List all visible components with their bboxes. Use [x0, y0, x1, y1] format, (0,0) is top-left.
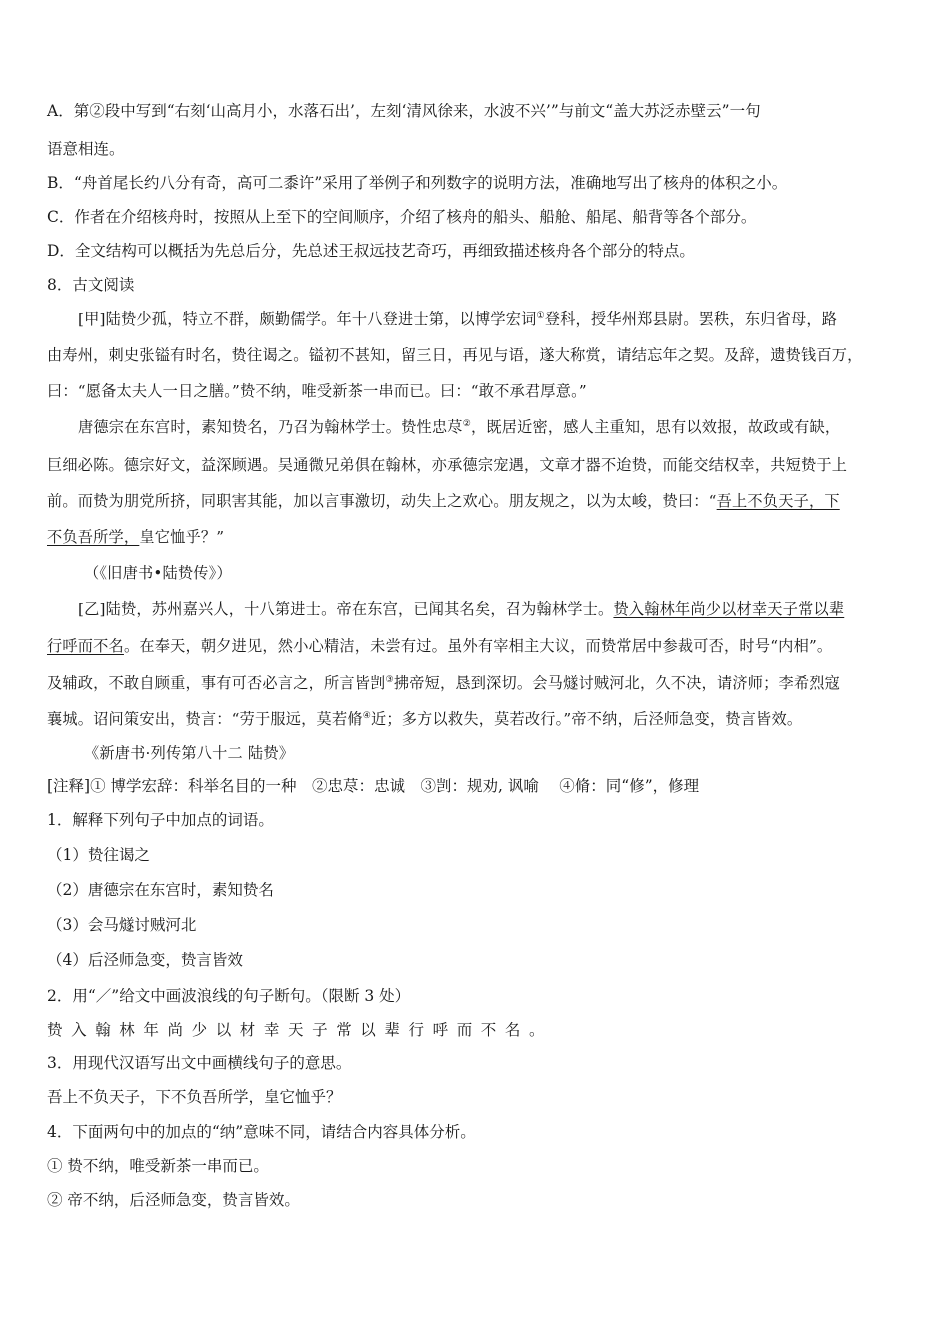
option-b: B．“舟首尾长约八分有奇，高可二黍许”采用了举例子和列数字的说明方法，准确地写出了核舟的体积之小。 [47, 174, 788, 192]
jia-p2-line3-a: 前。而贽为朋党所挤，同职害其能，加以言事激切，动失上之欢心。朋友规之，以为太峻，贽曰：“ [47, 492, 717, 510]
question-1-item-1: （1）贽往谒之 [47, 846, 150, 864]
question-4-item-1: ① 贽不纳，唯受新茶一串而已。 [47, 1157, 269, 1175]
question-4-item-2: ② 帝不纳，后泾师急变，贽言皆效。 [47, 1191, 300, 1209]
question-1-item-4: （4）后泾师急变，贽言皆效 [47, 951, 243, 969]
question-1-item-3: （3）会马燧讨贼河北 [47, 916, 197, 934]
question-3: 3．用现代汉语写出文中画横线句子的意思。 [47, 1054, 352, 1072]
yi-line1-a: [乙]陆贽，苏州嘉兴人，十八第进士。帝在东宫，已闻其名矣，召为翰林学士。 [78, 600, 614, 618]
annotation-notes: [注释]① 博学宏辞：科举名目的一种 ②忠荩：忠诚 ③剀：规劝, 讽喻 ④脩：同“修”，修理 [47, 777, 700, 795]
yi-line3-a: 及辅政，不敢自顾重，事有可否必言之，所言皆剀 [47, 674, 386, 692]
note-ref-1: ① [536, 310, 545, 321]
question-1-item-2: （2）唐德宗在东宫时，素知贽名 [47, 881, 274, 899]
section-heading: 8．古文阅读 [47, 276, 135, 294]
jia-p1-line1-b: 登科，授华州郑县尉。罢秩，东归省母，路 [544, 310, 838, 328]
option-d: D．全文结构可以概括为先总后分，先总述王叔远技艺奇巧，再细致描述核舟各个部分的特点。 [47, 242, 695, 260]
question-2: 2．用“／”给文中画波浪线的句子断句。（限断 3 处） [47, 987, 411, 1005]
option-a-line2: 语意相连。 [47, 140, 125, 158]
jia-p2-line4-b: 皇它恤乎？” [139, 528, 225, 546]
yi-line4-b: 近；多方以救失，莫若改行。”帝不纳，后泾师急变，贽言皆效。 [371, 710, 803, 728]
note-ref-2: ② [462, 418, 471, 429]
jia-p1-line2: 由寿州，刺史张镒有时名，贽往谒之。镒初不甚知，留三日，再见与语，遂大称赏，请结忘年之契。及辞，遗贽钱百万， [47, 346, 863, 364]
jia-p2-line4 [47, 527, 224, 547]
yi-line4 [47, 709, 802, 729]
yi-source: 《新唐书·列传第八十二 陆贽》 [84, 744, 295, 762]
jia-source: （《旧唐书•陆贽传》） [84, 564, 232, 582]
jia-p1-line1-a: [甲]陆贽少孤，特立不群，颇勤儒学。年十八登进士第，以博学宏词 [78, 310, 537, 328]
jia-p2-line3 [47, 491, 840, 511]
question-2-sentence: 贽入翰林年尚少以材幸天子常以辈行呼而不名。 [47, 1021, 554, 1039]
yi-line2 [47, 636, 832, 656]
underlined-sentence-part1: 吾上不负天子，下 [716, 492, 840, 510]
question-4: 4．下面两句中的加点的“纳”意味不同，请结合内容具体分析。 [47, 1123, 476, 1141]
note-ref-3: ③ [385, 674, 394, 685]
jia-p2-line1-a: 唐德宗在东宫时，素知贽名，乃召为翰林学士。贽性忠荩 [78, 418, 463, 436]
yi-line1 [78, 599, 844, 619]
wavy-sentence-part1: 贽入翰林年尚少以材幸天子常以辈 [613, 600, 845, 618]
note-ref-4: ④ [362, 710, 371, 721]
yi-line4-a: 襄城。诏问策安出，贽言：“劳于服远，莫若脩 [47, 710, 363, 728]
wavy-sentence-part2: 行呼而不名 [47, 637, 124, 655]
jia-p2-line2: 巨细必陈。德宗好文，益深顾遇。吴通微兄弟俱在翰林，亦承德宗宠遇，文章才器不迨贽，而能交结权幸，共短贽于上 [47, 456, 848, 474]
question-1: 1．解释下列句子中加点的词语。 [47, 811, 274, 829]
option-c: C．作者在介绍核舟时，按照从上至下的空间顺序，介绍了核舟的船头、船舱、船尾、船背等各个部分。 [47, 208, 757, 226]
yi-line3 [47, 673, 840, 693]
yi-line3-b: 拂帝短，恳到深切。会马燧讨贼河北，久不决，请济师；李希烈寇 [393, 674, 841, 692]
option-a-line1: A．第②段中写到“右刻‘山高月小，水落石出’，左刻‘清风徐来，水波不兴’”与前文“盖大苏泛赤壁云”一句 [47, 102, 761, 120]
question-3-sentence: 吾上不负天子，下不负吾所学，皇它恤乎？ [47, 1088, 342, 1106]
jia-p1-line3: 曰：“愿备太夫人一日之膳。”贽不纳，唯受新茶一串而已。曰：“敢不承君厚意。” [47, 382, 587, 400]
jia-p1-line1 [78, 309, 837, 329]
yi-line2-b: 。在奉天，朝夕进见，然小心精洁，未尝有过。虽外有宰相主大议，而贽常居中参裁可否，时号“内相”。 [123, 637, 833, 655]
underlined-sentence-part2: 不负吾所学， [47, 528, 140, 546]
jia-p2-line1 [78, 417, 840, 437]
jia-p2-line1-b: ，既居近密，感人主重知，思有以效报，故政或有缺， [470, 418, 841, 436]
